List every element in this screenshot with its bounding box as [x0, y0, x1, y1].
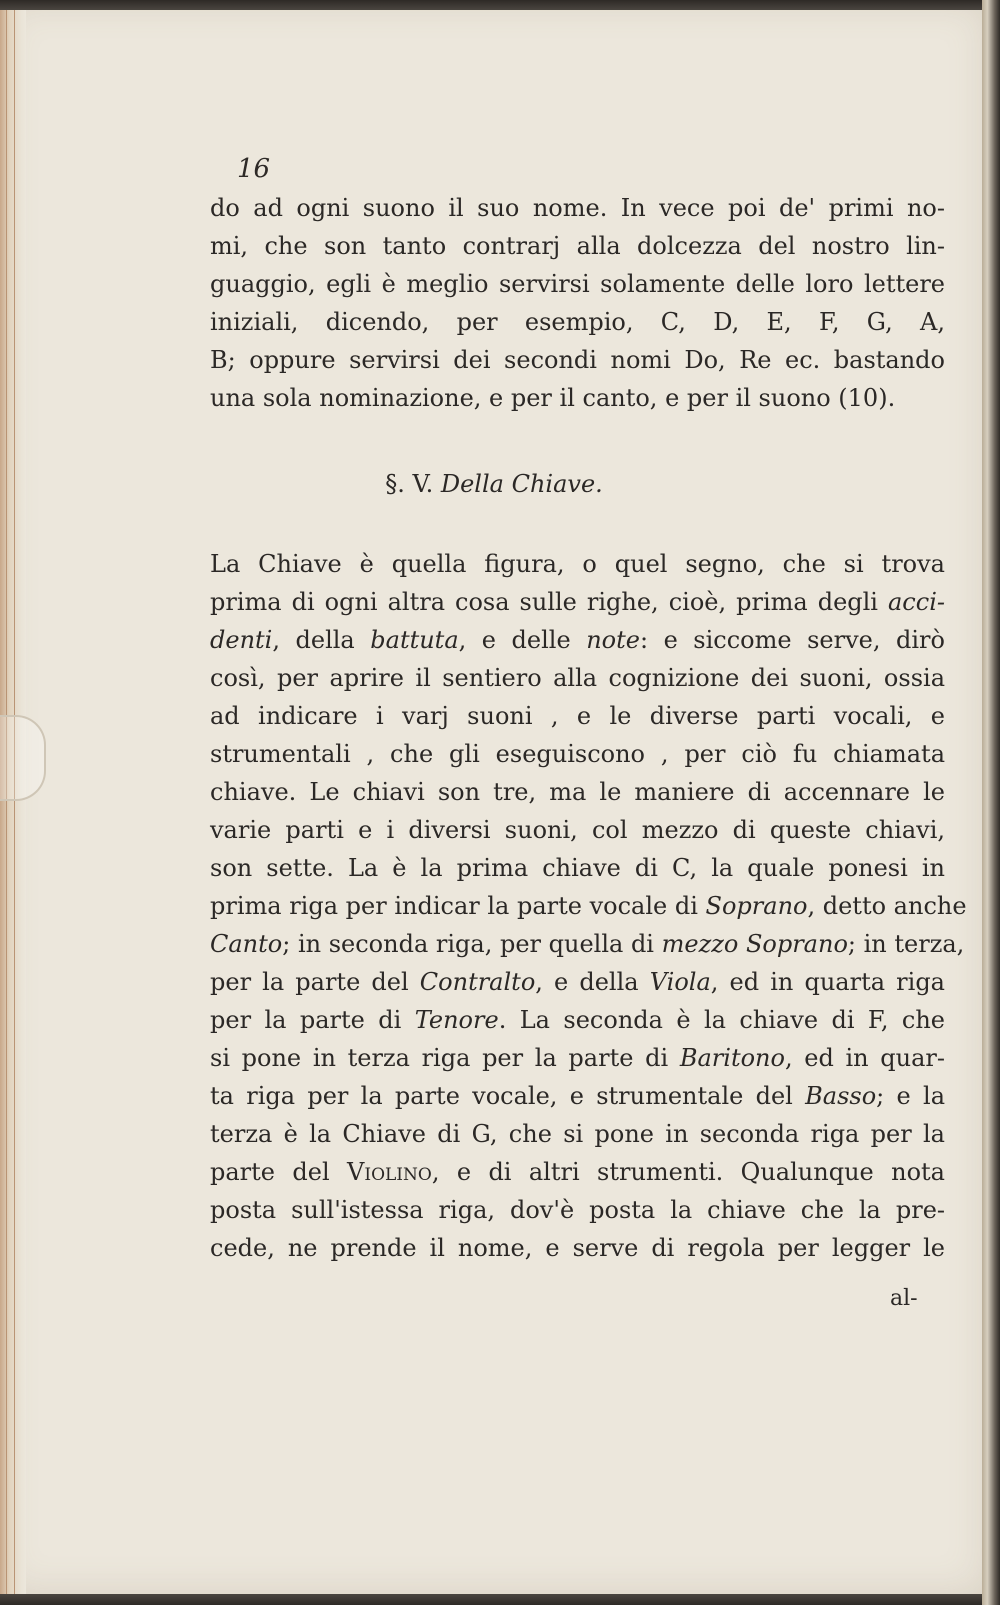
text-line: varie parti e i diversi suoni, col mezzo di queste chiavi, — [210, 816, 945, 844]
gutter-line — [14, 10, 15, 1594]
text-line: La Chiave è quella figura, o quel segno, che si trova — [210, 550, 945, 578]
page-number: 16 — [237, 154, 271, 184]
text-line: ta riga per la parte vocale, e strumentale del Basso; e la — [210, 1082, 945, 1110]
section-heading — [0, 470, 988, 498]
text-line: do ad ogni suono il suo nome. In vece poi de' primi no- — [210, 194, 945, 222]
text-line: prima di ogni altra cosa sulle righe, cioè, prima degli acci- — [210, 588, 945, 616]
text-line: cede, ne prende il nome, e serve di regola per legger le — [210, 1234, 945, 1262]
text-line: così, per aprire il sentiero alla cognizione dei suoni, ossia — [210, 664, 945, 692]
text-line: per la parte di Tenore. La seconda è la chiave di F, che — [210, 1006, 945, 1034]
text-line: Canto; in seconda riga, per quella di mezzo Soprano; in terza, — [210, 930, 965, 958]
text-line: iniziali, dicendo, per esempio, C, D, E, F, G, A, — [210, 308, 945, 336]
section-number: §. V. — [385, 470, 434, 498]
gutter-line — [6, 10, 7, 1594]
page-clip — [0, 715, 46, 801]
text-line: guaggio, egli è meglio servirsi solamente delle loro lettere — [210, 270, 945, 298]
text-line: mi, che son tanto contrarj alla dolcezza del nostro lin- — [210, 232, 945, 260]
binding-gutter — [0, 10, 26, 1594]
page-fore-edge — [982, 0, 1000, 1605]
text-line: una sola nominazione, e per il canto, e per il suono (10). — [210, 384, 896, 412]
text-line: denti, della battuta, e delle note: e siccome serve, dirò — [210, 626, 945, 654]
text-line: prima riga per indicar la parte vocale di Soprano, detto anche — [210, 892, 967, 920]
top-edge — [0, 0, 1000, 10]
text-line: chiave. Le chiavi son tre, ma le maniere di accennare le — [210, 778, 945, 806]
text-line: strumentali , che gli eseguiscono , per ciò fu chiamata — [210, 740, 945, 768]
text-line: terza è la Chiave di G, che si pone in seconda riga per la — [210, 1120, 945, 1148]
text-line: per la parte del Contralto, e della Viola, ed in quarta riga — [210, 968, 945, 996]
text-line: son sette. La è la prima chiave di C, la quale ponesi in — [210, 854, 945, 882]
text-line: si pone in terza riga per la parte di Baritono, ed in quar- — [210, 1044, 946, 1072]
text-line: posta sull'istessa riga, dov'è posta la chiave che la pre- — [210, 1196, 945, 1224]
bottom-edge — [0, 1594, 1000, 1605]
text-line: ad indicare i varj suoni , e le diverse parti vocali, e — [210, 702, 945, 730]
text-line: B; oppure servirsi dei secondi nomi Do, Re ec. bastando — [210, 346, 945, 374]
section-title: Della Chiave. — [440, 470, 603, 498]
catchword: al- — [890, 1286, 918, 1311]
text-line: parte del Violino, e di altri strumenti. Qualunque nota — [210, 1158, 945, 1186]
